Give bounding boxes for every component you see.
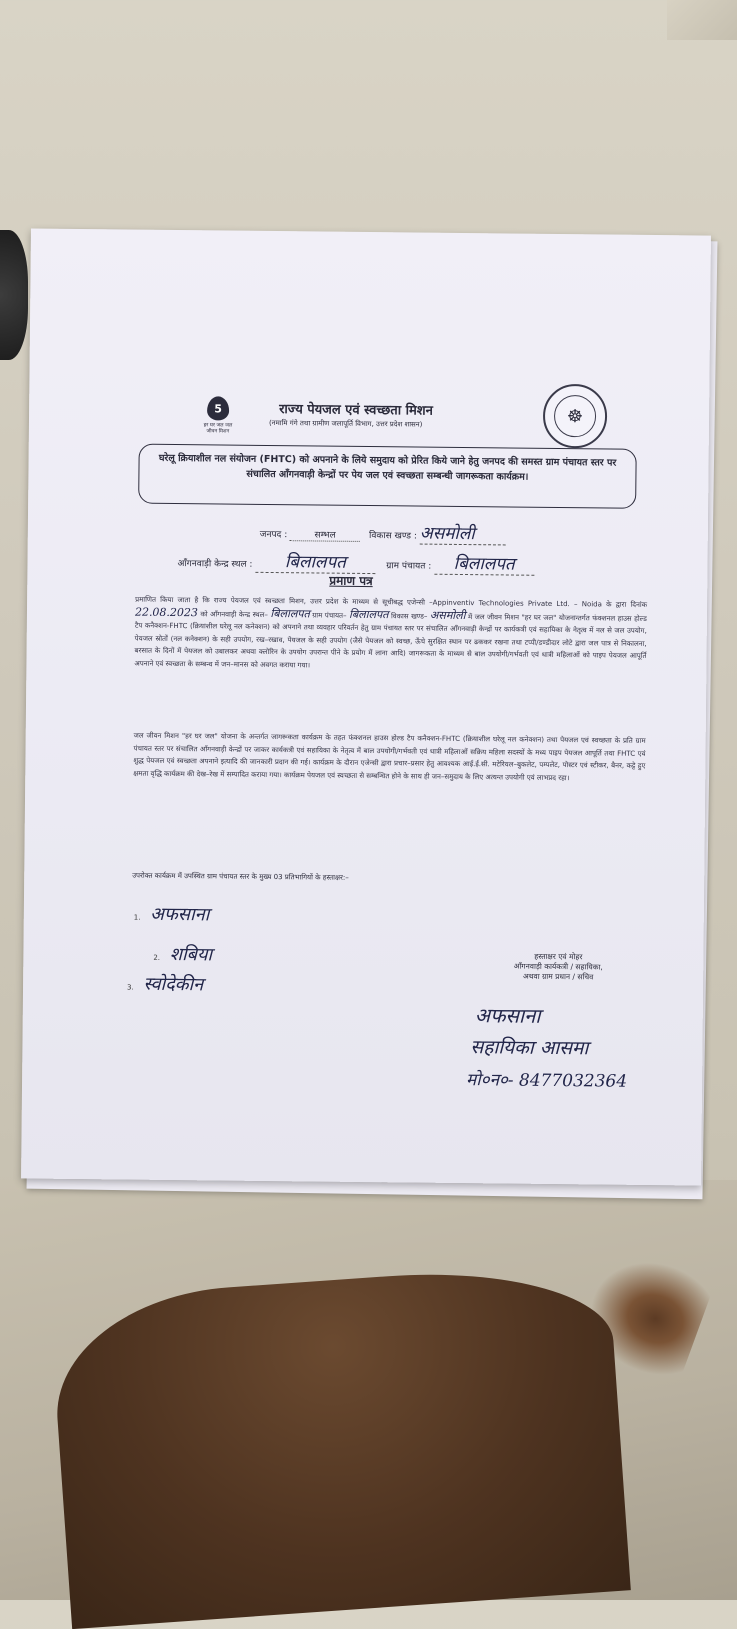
up-government-seal bbox=[543, 384, 608, 449]
water-drop-icon: 5 bbox=[207, 396, 229, 420]
signatory-role: सहायिका आसमा bbox=[470, 1036, 589, 1060]
sign-line-1: हस्ताक्षर एवं मोहर bbox=[534, 951, 583, 962]
signatory-name: अफसाना bbox=[474, 1003, 541, 1028]
attendee-number: 3. bbox=[127, 983, 134, 992]
para1-text-e: में जल जीवन मिशन "हर घर जल" योजनान्तर्गत फंक्शनल हाउस होल्ड टैप कनैक्शन-FHTC (क्रियाशील घरेलू नल कनेक्शन) को अपनाने तथा व्यवहार परिवर्तन हेतु ग्राम पंचायत स्तर पर संचालित आँगनवाड़ी केन्द्रों पर कार्यकत्री एवं सहायिका के नेतृत्व में नल से जल उपयोग, पेयजल स्रोतों (नल कनेक्शन) के सही उपयोग, रख–रखाव, पेयजल के सही उपयोग (जैसे पेयजल को स्वच्छ, ऊँचे सुरक्षित स्थान पर ढककर रखना तथा टप्पी/डण्डीदार लोटे द्वारा जल पात्र से निकालना, बरसात के दिनों में पेयजल को उबालकर अथवा क्लोरिन के उपयोग उपरान्त पीने के प्रयोग में लाना आदि) जागरूकता के माध्यम से बाल उपयोगी/गर्भवती एवं धात्री महिलाओं को पाइप पेयजल आपूर्ति अपनाने एवं स्वच्छता के सम्बन्ध में जन–मानस को अवगत कराया गया। bbox=[134, 612, 648, 669]
certificate-title: प्रमाण पत्र bbox=[329, 573, 373, 589]
attendee-name: शबिया bbox=[169, 943, 213, 966]
para1-text-d: विकास खण्ड– bbox=[390, 611, 428, 621]
para1-text-a: प्रमाणित किया जाता है कि राज्य पेयजल एवं स्वच्छता मिशन, उत्तर प्रदेश के माध्यम से सूचीबद्ध एजेन्सी –Appinventiv Technologies Private Ltd. – Noida के द्वारा दिनांक bbox=[135, 595, 648, 609]
anganwadi-value: बिलालपत bbox=[255, 549, 375, 574]
background-dark-object bbox=[0, 230, 28, 360]
district-value: सम्भल bbox=[290, 527, 360, 542]
attendee-signature-2 bbox=[153, 942, 212, 967]
gram-label: ग्राम पंचायत : bbox=[386, 561, 432, 572]
block-value: असमोली bbox=[420, 521, 506, 546]
anganwadi-label: आँगनवाड़ी केन्द्र स्थल : bbox=[177, 559, 253, 570]
certificate-document bbox=[21, 228, 711, 1185]
attendees-intro: उपरोक्त कार्यक्रम में उपस्थित ग्राम पंचायत स्तर के मुख्य 03 प्रतिभागियों के हस्ताक्षर:– bbox=[132, 871, 349, 882]
para1-text-c: ग्राम पंचायत– bbox=[312, 610, 347, 620]
attendee-signature-1 bbox=[134, 902, 210, 927]
seal-emblem-icon: ☸ bbox=[554, 395, 596, 437]
centre-name: बिलालपत bbox=[270, 606, 310, 620]
attendee-number: 1. bbox=[133, 913, 141, 922]
district-label: जनपद : bbox=[259, 529, 288, 541]
signature-stamp-block bbox=[473, 951, 643, 983]
programme-title-box: घरेलू क्रियाशील नल संयोजन (FHTC) को अपनाने के लिये समुदाय को प्रेरित किये जाने हेतु जनपद की समस्त ग्राम पंचायत स्तर पर संचालित आँगनवाड़ी केन्द्रों पर पेय जल एवं स्वच्छता सम्बन्धी जागरूकता कार्यक्रम। bbox=[138, 444, 637, 509]
sign-line-2: आँगनवाड़ी कार्यकत्री / सहायिका, bbox=[513, 961, 603, 972]
background-person-legs bbox=[49, 1261, 631, 1629]
district-block-row bbox=[260, 519, 506, 546]
programme-date: 22.08.2023 bbox=[134, 605, 199, 619]
gram-panchayat-name: बिलालपत bbox=[349, 607, 389, 621]
certificate-paragraph-2: जल जीवन मिशन "हर घर जल" योजना के अन्तर्गत जागरूकता कार्यक्रम के तहत फंक्शनल हाउस होल्ड टैप कनैक्शन-FHTC (क्रियाशील घरेलू नल कनेक्शन) तथा पेयजल एवं स्वच्छता के प्रति ग्राम पंचायत स्तर पर संचालित आँगनवाड़ी केन्द्रों पर जाकर कार्यकत्री एवं सहायिका के नेतृत्व में बाल उपयोगी/गर्भवती एवं धात्री महिलाओं सक्रिय महिला सदस्यों के मध्य पाइप पेयजल आपूर्ति तथा FHTC एवं शुद्ध पेयजल एवं स्वच्छता अपनाने इत्यादि की जानकारी प्रदान की गई। कार्यक्रम के दौरान एजेन्सी द्वारा प्रचार–प्रसार हेतु आवश्यक आई.ई.सी. मटेरियल–बुकलेट, पम्पलेट, पोस्टर एवं स्टीकर, बैनर, कट्टे हुए क्षमता वृद्धि कार्यक्रम की देख–रेख में सम्पादित कराया गया। कार्यक्रम पेयजल एवं स्वच्छता से सम्बन्धित होने के साथ ही जन–समुदाय के लिए अत्यन्त उपयोगी एवं लाभप्रद रहा। bbox=[133, 731, 646, 782]
block-label: विकास खण्ड : bbox=[368, 531, 417, 542]
attendee-name: स्वोदेकीन bbox=[143, 973, 204, 996]
signatory-phone: मो०न०- 8477032364 bbox=[465, 1070, 628, 1092]
attendee-signature-3 bbox=[127, 972, 203, 997]
block-name: असमोली bbox=[429, 608, 466, 622]
background-wall-corner bbox=[667, 0, 737, 40]
org-title: राज्य पेयजल एवं स्वच्छता मिशन bbox=[279, 402, 433, 419]
gram-value: बिलालपत bbox=[434, 551, 534, 576]
attendee-number: 2. bbox=[153, 953, 161, 962]
para1-text-b: को आँगनवाड़ी केन्द्र स्थल– bbox=[200, 609, 268, 619]
attendee-name: अफसाना bbox=[150, 903, 210, 926]
certificate-paragraph-1 bbox=[134, 594, 647, 675]
sign-line-3: अथवा ग्राम प्रधान / सचिव bbox=[522, 971, 594, 982]
org-subtitle: (नमामि गंगे तथा ग्रामीण जलापूर्ति विभाग, उत्तर प्रदेश शासन) bbox=[268, 418, 423, 429]
jal-jeevan-mission-logo bbox=[201, 396, 236, 450]
logo-caption: हर घर जल जल जीवन मिशन bbox=[203, 422, 233, 435]
